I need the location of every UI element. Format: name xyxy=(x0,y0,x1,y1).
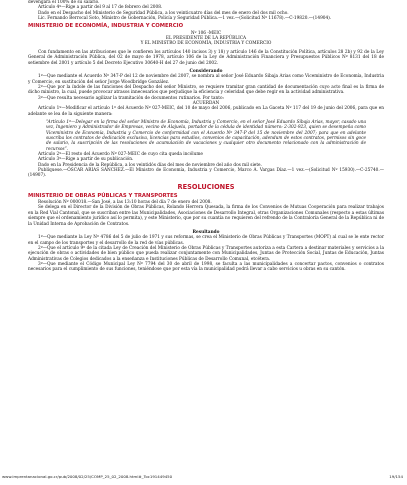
considerando-heading: Considerando xyxy=(189,68,223,74)
article-3: Artículo 3º—Rige a partir de su publicación. xyxy=(38,157,134,163)
meic-agreement-number: Nº 106 -MEIC xyxy=(190,30,222,36)
acuerdan-heading: ACUERDAN xyxy=(192,100,220,106)
resultando-heading: Resultando xyxy=(192,229,220,235)
resoluciones-heading: RESOLUCIONES xyxy=(177,182,235,191)
resultando-2: 2º—Que el artículo 9º de la citada Ley de Creación del Ministerio de Obras Públicas y Transportes autoriza a esta Cartera a destinar materiales y servicios a la ejecución de obras o actividades de bien público que pueda realizar conjuntamente con Municipalidades, Juntas de Protección Social, Juntas de Educación, Juntas Administrativas de Colegios dedicados a la enseñanza e Instituciones Públicas de Desarrollo Comunal, etcétera. xyxy=(28,245,384,262)
source-url[interactable]: www.imprentanacional.go.cr/pub/2008/02/25/COMP_25_02_2008.html#_Toc191449450 xyxy=(2,474,173,479)
prev-given-line: Dado en el Despacho del Ministerio de Seguridad Pública, a los veinticuatro días del mes de enero del dos mil ocho. xyxy=(38,10,289,16)
gazette-page xyxy=(28,0,384,273)
meic-president-line: EL PRESIDENTE DE LA REPÚBLICA xyxy=(165,36,247,42)
meic-minister-line: Y EL MINISTRO DE ECONOMÍA, INDUSTRIA Y COMERCIO xyxy=(140,41,272,47)
resolution-number: Resolución Nº 000018.—San José, a las 13:10 horas del día 7 de enero del 2008. xyxy=(38,200,212,206)
article-2: Artículo 2º—El resto del Acuerdo Nº 027-MEIC de cuyo cita queda incólume xyxy=(38,152,203,157)
meic-given-line: Dado en la Presidencia de la República, a los veintidós días del mes de noviembre del año dos mil siete. xyxy=(38,162,262,168)
resultando-1: 1º—Que mediante la Ley Nº 4786 del 5 de julio de 1971 y sus reformas, se crea el Ministerio de Obras Públicas y Transportes (MOPT) al cual se le ente rector en el campo de los transportes y el desarrollo de la red de vías públicas. xyxy=(28,235,384,246)
page-number: 19/154 xyxy=(389,474,403,479)
mopt-ministry-heading: MINISTERIO DE OBRAS PÚBLICAS Y TRANSPORTES xyxy=(28,192,178,199)
considerando-2: 2º—Que por la índole de las funciones del Despacho del señor Ministro, se requiere tramitar gran cantidad de documentación cuyo acto final es la firma de dicho ministro, la cual, puede provocar atrasos innecesarios que perjudique la eficiencia y celeridad que debe regir en la actividad administrativa. xyxy=(28,84,384,96)
meic-signature: Publíquese.—ÓSCAR ARIAS SÁNCHEZ.—El Ministro de Economía, Industria y Comercio, Marco A. Vargas Díaz.—1 vez.—(Solicitud Nº 15930).—C-25740.—(14907). xyxy=(28,168,384,179)
article-1: Artículo 1º—Modificar el artículo 1º del Acuerdo Nº 027-MEIC, del 10 de mayo del 2006, publicado en La Gaceta Nº 117 del 19 de junio del 2006, para que en adelante se lea de la siguiente manera: xyxy=(28,106,384,117)
resolution-delegation: Se delega en el Director de la División de Obras Públicas, Rolando Herrera Quesada, la firma de los Convenios de Mutuas Cooperación para realizar trabajos en la Red Vial Cantonal, que se suscriban entre las Municipalidades, Asociaciones de Desarrollo Integral, otras Organizaciones Comunales (respecto a estas últimas siempre que el ordenamiento jurídico así lo permita), y este Ministerio, que por su cuantía no requieren del refrendo de la Contraloría General de la República ni de la Unidad Interna de Aprobación de Contratos. xyxy=(28,205,384,227)
prev-signature: Lic. Fernando Berrocal Soto, Ministro de Gobernación, Policía y Seguridad Pública.—1 vez.—(Solicitud Nº 11678).—C-19820.—(14904). xyxy=(38,16,332,22)
considerando-1: 1º—Que mediante el Acuerdo Nº 347-P del 12 de noviembre del 2007, se nombra al señor José Eduardo Sibaja Arias como Viceministro de Economía, Industria y Comercio, en sustitución del señor Jorge Woodbridge González. xyxy=(28,74,384,85)
meic-ministry-heading: MINISTERIO DE ECONOMÍA, INDUSTRIA Y COMERCIO xyxy=(28,23,184,30)
meic-preamble: Con fundamento en las atribuciones que le confieren los artículos 140 incisos 3) y 18) y artículo 146 de la Constitución Política, artículos 28 2b) y 92 de la Ley General de Administración Pública, del 02 de mayo de 1978, artículo 106 de la Ley de Administración Financiera y Presupuestos Públicos Nº 8131 del 18 de setiembre del 2001 y artículo 5 del Decreto Ejecutivo 30640-H del 27 de junio del 2002. xyxy=(28,49,384,66)
prev-article-4: Artículo 4º—Rige a partir del 9 al 17 de febrero del 2008. xyxy=(38,5,163,11)
article-1-quote: “Artículo 1º—Delegar en la firma del señor Ministro de Economía, Industria y Comercio, en el señor José Eduardo Sibaja Arias, mayor, casado una vez, Ingeniero y Administrador de Empresas, vecino de Alajuela, portador de la cédula de identidad número: 2-302-923, quien se desempeña como Viceministro de Economía, Industria y Comercio de conformidad con el Acuerdo Nº 347-P del 15 de noviembre del 2007; para que en adelante suscriba los contratos de dedicación exclusiva, licencias para estudios, convenios de capacitación, adendum de estos contratos, permisos sin goce de salario, la suscripción de las resoluciones de acumulación de vacaciones y cualquier otro documento relacionado con la administración de recursos”. xyxy=(46,119,366,152)
considerando-3: 3º—Que resulta necesario agilizar la tramitación de documentos rutinarios. Por tanto: xyxy=(38,95,224,101)
resultando-3: 3º—Que mediante el Código Municipal Ley Nº 7794 del 30 de abril de 1998, se faculta a las municipalidades a concertar pactos, convenios o contratos necesarios para el cumplimiento de sus funciones, teniéndose que por esta vía la municipalidad podrá llevar a cabo servicios u obras en su cantón. xyxy=(28,261,384,273)
prev-text-line: devengará el 100% de su salario. xyxy=(28,0,100,5)
